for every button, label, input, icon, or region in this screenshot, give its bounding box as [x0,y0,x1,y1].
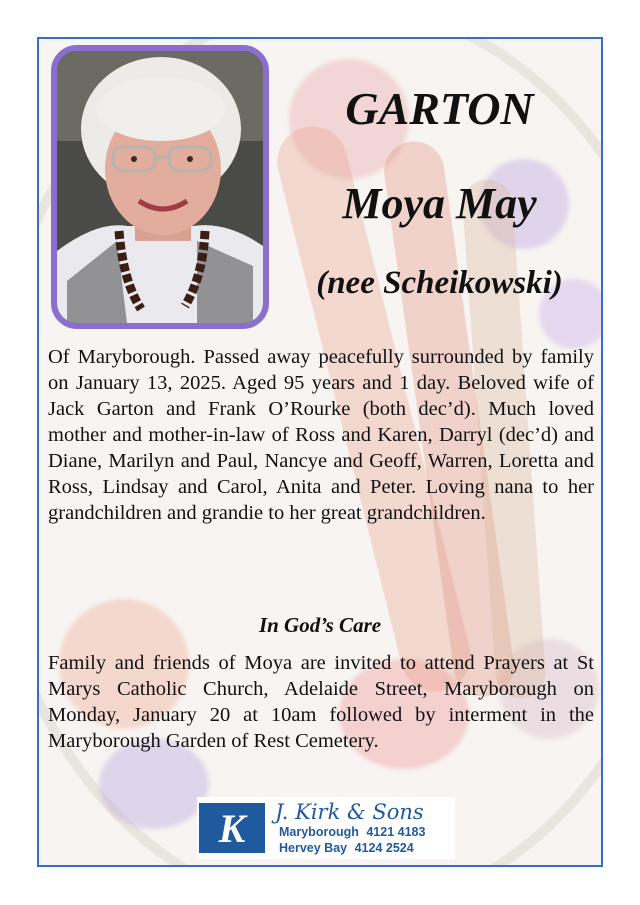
notice-frame [37,37,603,867]
location-phone: 4121 4183 [366,825,426,839]
notice-paragraph-1: Of Maryborough. Passed away peacefully surrounded by family on January 13, 2025. Aged 95 years and 1 day. Beloved wife of Jack Garton and Frank O’Rourke (both dec’d). Much loved mother and mother-in-law of Ross and Karen, Darryl (dec’d) and Diane, Marilyn and Paul, Nancye and Geoff, Warren, Loretta and Ross, Lindsay and Carol, Anita and Peter. Loving nana to her grandchildren and grandie to her great grandchildren. [48,346,594,524]
given-names: Moya May [342,179,537,228]
portrait-photo [51,45,269,329]
portrait-photo-icon [57,51,263,323]
funeral-director-logo [197,797,455,859]
notice-paragraph-2: Family and friends of Moya are invited to attend Prayers at St Marys Catholic Church, Adelaide Street, Maryborough on Monday, January 20 at 10am followed by interment in the Maryborough Garden of Rest Cemetery. [48,652,594,752]
surname: GARTON [345,83,534,134]
logo-k-icon: K [199,803,265,853]
location-hervey-bay [275,840,425,856]
location-maryborough [275,824,425,840]
care-line: In God’s Care [258,613,382,637]
funeral-director-details [275,800,425,856]
location-place: Hervey Bay [279,841,348,855]
funeral-director-name: J. Kirk & Sons [275,800,424,824]
maiden-name: (nee Scheikowski) [316,265,563,301]
location-phone: 4124 2524 [354,841,414,855]
location-place: Maryborough [279,825,359,839]
